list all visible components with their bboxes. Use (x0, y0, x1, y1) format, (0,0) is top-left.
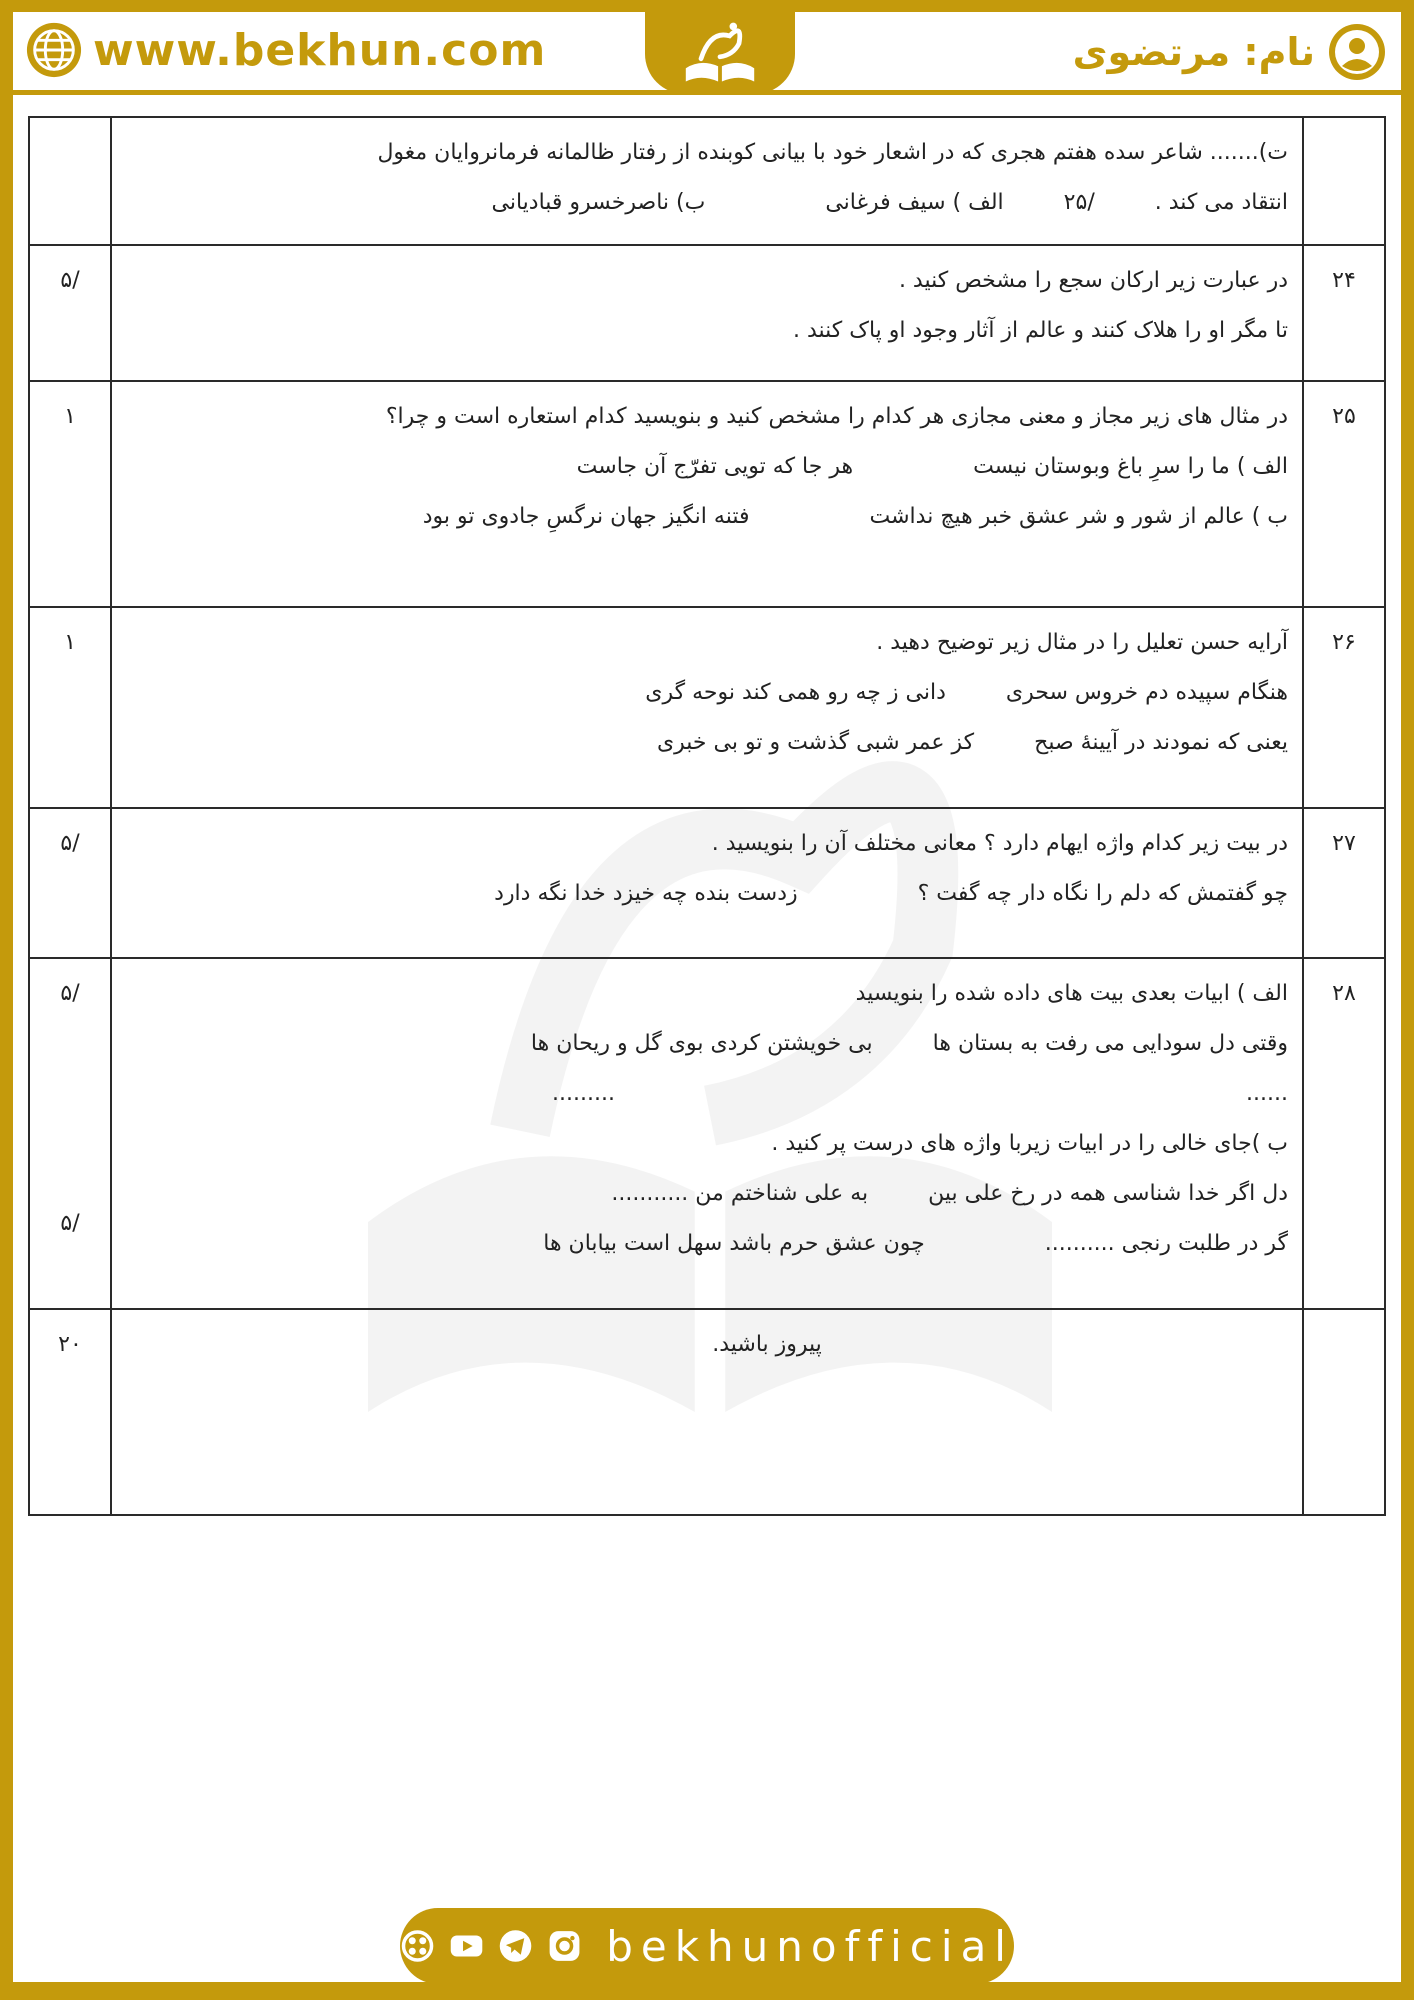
social-footer (400, 1908, 1014, 1984)
question-row (29, 245, 1385, 380)
brand-logo (645, 12, 795, 94)
name-label: نام: مرتضوی (1072, 30, 1315, 74)
question-number: ۲۴ (1303, 245, 1385, 380)
question-number: ۲۵ (1303, 381, 1385, 608)
closing-row (29, 1309, 1385, 1515)
question-body: در مثال های زیر مجاز و معنی مجازی هر کدام را مشخص کنید و بنویسید کدام استعاره است و چرا؟ الف ) ما را سرِ باغ وبوستان نیستهر جا که تویی تفرّج آن جاست ب ) عالم از شور و شر عشق خبر هیچ نداشتفتنه انگیز جهان نرگسِ جادوی تو بود (111, 381, 1303, 608)
user-icon (1327, 22, 1387, 82)
student-name (1073, 22, 1387, 82)
question-score (29, 117, 111, 245)
exam-table (28, 116, 1386, 1516)
site-link[interactable] (25, 21, 546, 79)
question-score: ۱ (29, 381, 111, 608)
total-score: ۲۰ (29, 1309, 111, 1515)
question-number (1303, 117, 1385, 245)
book-logo-icon (672, 15, 768, 91)
question-number: ۲۷ (1303, 808, 1385, 958)
question-body: در عبارت زیر ارکان سجع را مشخص کنید . تا مگر او را هلاک کنند و عالم از آثار وجود او پاک کنند . (111, 245, 1303, 380)
question-number: ۲۶ (1303, 607, 1385, 808)
aparat-icon[interactable] (400, 1928, 435, 1964)
instagram-icon[interactable] (547, 1928, 582, 1964)
question-body: آرایه حسن تعلیل را در مثال زیر توضیح دهید . هنگام سپیده دم خروس سحریدانی ز چه رو همی کند نوحه گری یعنی که نمودند در آیینهٔ صبحکز عمر شبی گذشت و تو بی خبری (111, 607, 1303, 808)
question-row (29, 607, 1385, 808)
header (13, 12, 1401, 95)
question-body: ت)....... شاعر سده هفتم هجری که در اشعار خود با بیانی کوبنده از رفتار ظالمانه فرمانروایان مغول انتقاد می کند ./۲۵الف ) سیف فرغانیب) ناصرخسرو قبادیانی (111, 117, 1303, 245)
question-row (29, 117, 1385, 245)
telegram-icon[interactable] (498, 1928, 533, 1964)
question-score: ۱ (29, 607, 111, 808)
question-score: /۵ /۵ (29, 958, 111, 1309)
social-handle[interactable]: bekhunofficial (606, 1921, 1014, 1971)
question-body: در بیت زیر کدام واژه ایهام دارد ؟ معانی مختلف آن را بنویسید . چو گفتمش که دلم را نگاه دار چه گفت ؟زدست بنده چه خیزد خدا نگه دارد (111, 808, 1303, 958)
closing-message: پیروز باشید. (111, 1309, 1303, 1515)
site-url: www.bekhun.com (93, 24, 547, 76)
question-row (29, 808, 1385, 958)
globe-icon (25, 21, 83, 79)
question-score: /۵ (29, 808, 111, 958)
question-number (1303, 1309, 1385, 1515)
question-row (29, 381, 1385, 608)
question-score: /۵ (29, 245, 111, 380)
question-number: ۲۸ (1303, 958, 1385, 1309)
question-row (29, 958, 1385, 1309)
question-body: الف ) ابیات بعدی بیت های داده شده را بنویسید وقتی دل سودایی می رفت به بستان هابی خویشتن کردی بوی گل و ریحان ها ...... ......... ب )جای خالی را در ابیات زیربا واژه های درست پر کنید . دل اگر خدا شناسی همه در رخ علی بینبه علی شناختم من ........... گر در طلبت رنجی ..........چون عشق حرم باشد سهل است بیابان ها (111, 958, 1303, 1309)
youtube-icon[interactable] (449, 1928, 484, 1964)
